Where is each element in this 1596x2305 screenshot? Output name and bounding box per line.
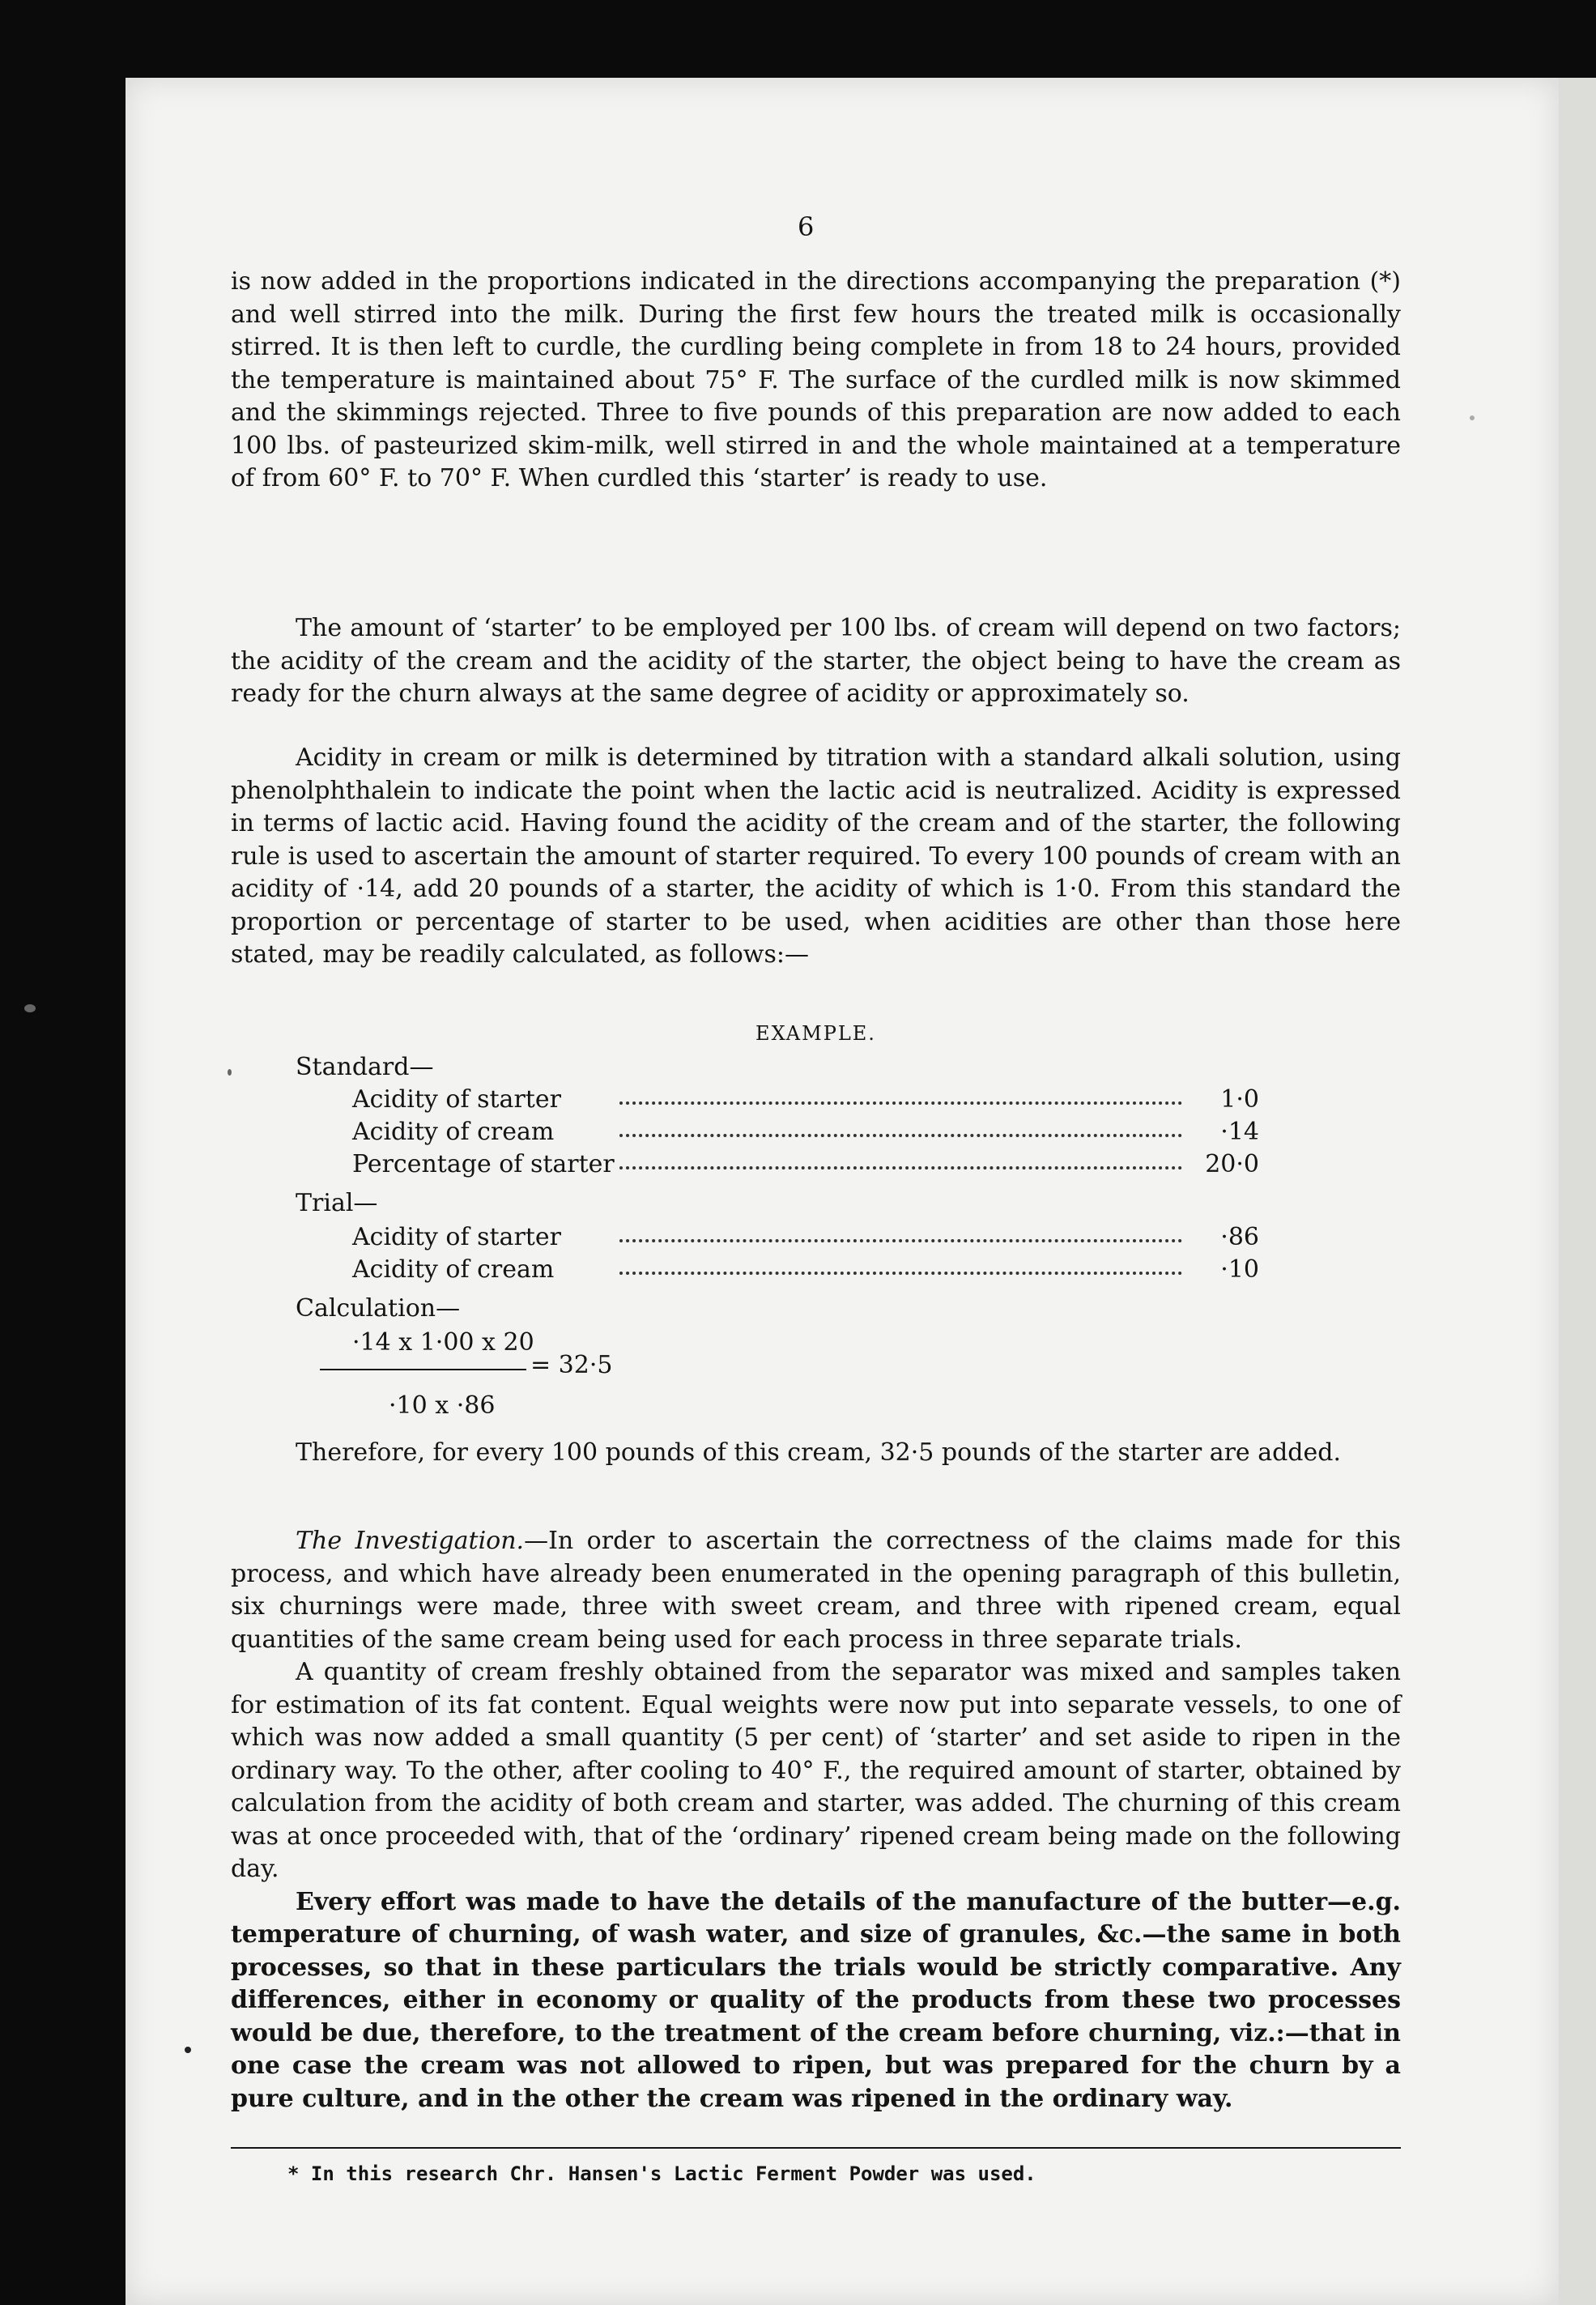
paragraph-5 bbox=[231, 1525, 1401, 1656]
row-label: Acidity of cream bbox=[352, 1118, 555, 1146]
row-value: ·14 bbox=[1220, 1118, 1259, 1146]
paragraph-acidity bbox=[231, 742, 1401, 972]
row-value: 1·0 bbox=[1220, 1085, 1259, 1114]
scan-speck bbox=[185, 2047, 191, 2053]
row-label: Percentage of starter bbox=[352, 1150, 615, 1178]
document-page bbox=[126, 78, 1559, 2305]
investigation-section bbox=[231, 1525, 1401, 2115]
row-label: Acidity of starter bbox=[352, 1085, 561, 1114]
fraction-bar bbox=[320, 1369, 526, 1370]
table-row bbox=[352, 1148, 1259, 1181]
dot-leader bbox=[619, 1239, 1182, 1242]
paragraph-2: The amount of ‘starter’ to be employed per 100 lbs. of cream will depend on two factors; the acidity of the cream and the acidity of the starter, the object being to have the cream as ready for the churn always at the same degree of acidity or approximately so. bbox=[231, 614, 1401, 708]
row-label: Acidity of cream bbox=[352, 1255, 555, 1284]
dot-leader bbox=[619, 1134, 1182, 1137]
row-value: ·10 bbox=[1220, 1255, 1259, 1284]
calculation-heading: Calculation— bbox=[296, 1294, 461, 1323]
paragraph-3: Acidity in cream or milk is determined by titration with a standard alkali solution, using phenolphthalein to indicate the point when the lactic acid is neutralized. Acidity is expressed in terms of lactic acid. Having found the acidity of the cream and of the starter, the following rule is used to ascertain the amount of starter required. To every 100 pounds of cream with an acidity of ·14, add 20 pounds of a starter, the acidity of which is 1·0. From this standard the proportion or percentage of starter to be used, when acidities are other than those here stated, may be readily calculated, as follows:— bbox=[231, 743, 1401, 969]
investigation-heading: The Investigation. bbox=[296, 1527, 525, 1555]
paragraph-starter-amount bbox=[231, 612, 1401, 711]
dot-leader bbox=[619, 1166, 1182, 1170]
dot-leader bbox=[619, 1101, 1182, 1105]
example-title: EXAMPLE. bbox=[755, 1022, 876, 1045]
footnote: * In this research Chr. Hansen's Lactic Ferment Powder was used. bbox=[287, 2162, 1036, 2185]
scan-speck bbox=[1470, 415, 1475, 420]
dot-leader bbox=[619, 1272, 1182, 1275]
scan-speck bbox=[228, 1069, 232, 1076]
standard-heading: Standard— bbox=[296, 1053, 434, 1081]
scan-speck bbox=[24, 1004, 36, 1012]
calculation-numerator: ·14 x 1·00 x 20 bbox=[352, 1328, 534, 1357]
footnote-rule bbox=[231, 2147, 1401, 2149]
calculation-result: = 32·5 bbox=[530, 1351, 613, 1379]
row-value: ·86 bbox=[1220, 1223, 1259, 1251]
paragraph-6: A quantity of cream freshly obtained from the separator was mixed and samples taken for estimation of its fat content. Equal weights were now put into separate vessels, to one of which was now added a small quantity (5 per cent) of ‘starter’ and set aside to ripen in the ordinary way. To the other, after cooling to 40° F., the required amount of starter, obtained by calculation from the acidity of both cream and starter, was added. The churning of this cream was at once proceeded with, that of the ‘ordinary’ ripened cream being made on the following day. bbox=[231, 1658, 1401, 1883]
paragraph-1: is now added in the proportions indicated in the directions accompanying the preparation (*) and well stirred into the milk. During the first few hours the treated milk is occasionally stirred. It is then left to curdle, the curdling being complete in from 18 to 24 hours, provided the temperature is maintained about 75° F. The surface of the curdled milk is now skimmed and the skimmings rejected. Three to five pounds of this preparation are now added to each 100 lbs. of pasteurized skim-milk, well stirred in and the whole maintained at a temperature of from 60° F. to 70° F. When curdled this ‘starter’ is ready to use. bbox=[231, 267, 1401, 492]
paragraph-therefore bbox=[231, 1437, 1401, 1470]
table-row bbox=[352, 1221, 1259, 1254]
paragraph-7: Every effort was made to have the details of the manufacture of the butter—e.g. temperature of churning, of wash water, and size of granules, &c.—the same in both processes, so that in these particulars the trials would be strictly comparative. Any differences, either in economy or quality of the products from these two processes would be due, therefore, to the treatment of the cream before churning, viz.:—that in one case the cream was not allowed to ripen, but was prepared for the churn by a pure culture, and in the other the cream was ripened in the ordinary way. bbox=[231, 1887, 1401, 2113]
row-label: Acidity of starter bbox=[352, 1223, 561, 1251]
trial-heading: Trial— bbox=[296, 1189, 378, 1217]
paragraph-4: Therefore, for every 100 pounds of this cream, 32·5 pounds of the starter are added. bbox=[296, 1438, 1341, 1467]
adjacent-page-edge bbox=[1559, 78, 1596, 2305]
row-value: 20·0 bbox=[1205, 1150, 1259, 1178]
paragraph-5-text: —In order to ascertain the correctness of the claims made for this process, and which have already been enumerated in the opening paragraph of this bulletin, six churnings were made, three with sweet cream, and three with ripened cream, equal quantities of the same cream being used for each process in three separate trials. bbox=[231, 1527, 1401, 1654]
page-number: 6 bbox=[798, 211, 815, 242]
table-row bbox=[352, 1254, 1259, 1286]
paragraph-starter-preparation bbox=[231, 266, 1401, 496]
calculation-denominator: ·10 x ·86 bbox=[389, 1391, 496, 1420]
table-row bbox=[352, 1084, 1259, 1116]
table-row bbox=[352, 1116, 1259, 1148]
